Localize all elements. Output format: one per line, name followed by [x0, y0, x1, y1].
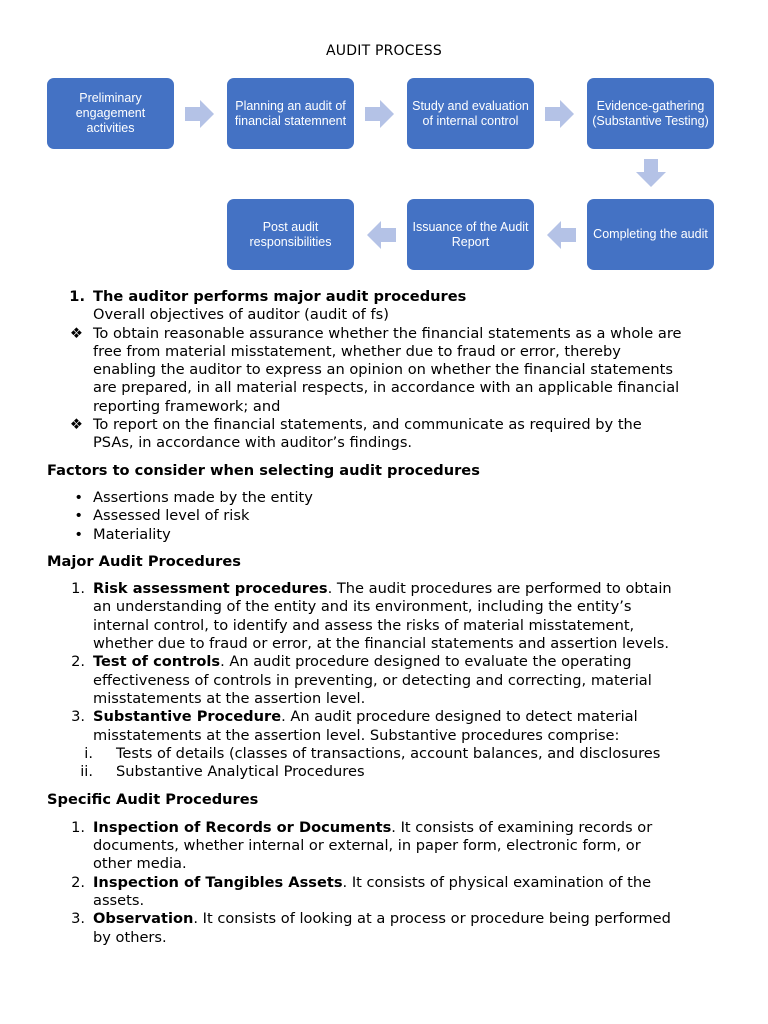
major-heading: Major Audit Procedures: [47, 552, 241, 570]
page-title: AUDIT PROCESS: [326, 43, 442, 59]
specific-item-inspection-tangibles: 2. Inspection of Tangibles Assets. It consists of physical examination of the assets.: [71, 873, 652, 909]
flow-step-planning: Planning an audit of financial statemnent: [227, 78, 354, 149]
diamond-bullet-icon: ❖: [69, 416, 83, 434]
flow-step-post-audit: Post audit responsibilities: [227, 199, 354, 270]
specific-item-inspection-records: 1. Inspection of Records or Documents. It consists of examining records or documents, whether internal or external, in paper form, electronic form, or other media.: [71, 818, 653, 873]
flow-step-audit-report: Issuance of the Audit Report: [407, 199, 534, 270]
objective-item: ❖ To report on the financial statements, and communicate as required by the PSAs, in accordance with auditor’s findings.: [47, 416, 737, 453]
arrow-left-icon: [367, 221, 396, 249]
specific-item-observation: 3. Observation. It consists of looking at a process or procedure being performed by others.: [71, 910, 671, 946]
major-item-test-of-controls: 2. Test of controls. An audit procedure designed to evaluate the operating effectiveness of controls in preventing, or detecting and correcting, material misstatements at the assertion level.: [71, 653, 652, 707]
arrow-right-icon: [185, 100, 214, 128]
flow-step-completing: Completing the audit: [587, 199, 714, 270]
factor-item: • Materiality: [47, 526, 737, 544]
substantive-sub-item: i. Tests of details (classes of transactions, account balances, and disclosures: [84, 744, 661, 762]
factors-heading: Factors to consider when selecting audit procedures: [47, 461, 480, 479]
flow-step-evidence-gathering: Evidence-gathering (Substantive Testing): [587, 78, 714, 149]
arrow-left-icon: [547, 221, 576, 249]
bullet-icon: •: [74, 488, 83, 506]
objective-item: ❖ To obtain reasonable assurance whether the financial statements as a whole are free from material misstatement, whether due to fraud or error, thereby enabling the auditor to express an opinion on whether the financial statements are prepared, in all material respects, in accordance with an applicable financial reporting framework; and: [47, 325, 737, 416]
flow-step-internal-control: Study and evaluation of internal control: [407, 78, 534, 149]
section1-heading: 1. The auditor performs major audit procedures: [69, 288, 467, 305]
section1-subtitle: Overall objectives of auditor (audit of fs): [93, 306, 389, 324]
major-item-substantive: 3. Substantive Procedure. An audit procedure designed to detect material misstatements at the assertion level. Substantive procedures comprise:: [71, 708, 638, 744]
specific-heading: Specific Audit Procedures: [47, 791, 259, 809]
arrow-down-icon: [636, 159, 666, 187]
bullet-icon: •: [74, 525, 83, 543]
flow-step-preliminary: Preliminary engagement activities: [47, 78, 174, 149]
document-body: [47, 288, 737, 947]
diamond-bullet-icon: ❖: [69, 324, 83, 342]
arrow-right-icon: [545, 100, 574, 128]
factor-item: • Assessed level of risk: [47, 507, 737, 525]
major-item-risk-assessment: 1. Risk assessment procedures. The audit procedures are performed to obtain an understanding of the entity and its environment, including the entity’s internal control, to identify and assess the risks of material misstatement, whether due to fraud or error, at the financial statements and assertion levels.: [71, 580, 672, 653]
bullet-icon: •: [74, 507, 83, 525]
factor-item: • Assertions made by the entity: [47, 489, 737, 507]
arrow-right-icon: [365, 100, 394, 128]
substantive-sub-item: ii. Substantive Analytical Procedures: [80, 763, 365, 781]
